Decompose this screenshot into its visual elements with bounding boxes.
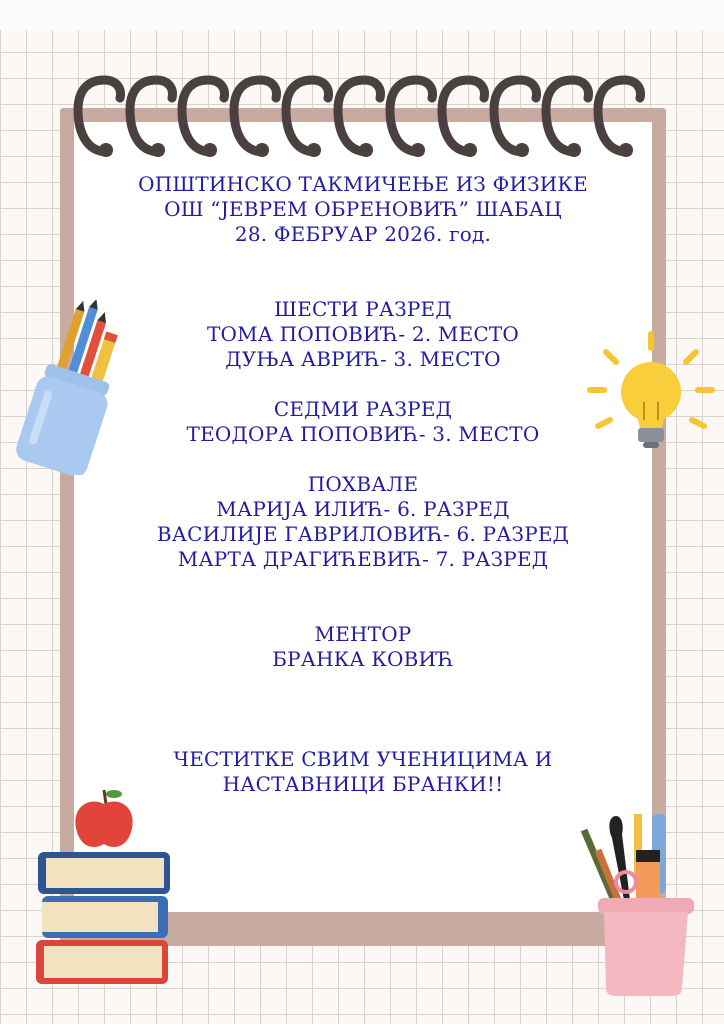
praise-line: МАРИЈА ИЛИЋ- 6. РАЗРЕД <box>216 497 510 521</box>
praise-line: МАРТА ДРАГИЋЕВИЋ- 7. РАЗРЕД <box>177 547 549 571</box>
spiral-ring-icon <box>338 80 380 152</box>
seventh-grade-block <box>74 397 652 447</box>
spiral-ring-icon <box>546 80 588 152</box>
section-title: СЕДМИ РАЗРЕД <box>273 397 453 421</box>
pen-cup-icon <box>574 810 704 1000</box>
mentor-block <box>74 622 652 672</box>
book-stack-icon <box>34 778 174 988</box>
congrats-line: ЧЕСТИТКЕ СВИМ УЧЕНИЦИМА И <box>173 747 553 771</box>
header-block <box>74 172 652 247</box>
torn-paper-top <box>0 0 724 30</box>
competition-date: 28. ФЕБРУАР 2026. год. <box>234 222 492 246</box>
announcement-text <box>74 172 652 822</box>
spiral-binding <box>70 70 650 180</box>
section-title: ПОХВАЛЕ <box>307 472 419 496</box>
spiral-ring-icon <box>182 80 224 152</box>
spiral-ring-icon <box>78 80 120 152</box>
spiral-ring-icon <box>442 80 484 152</box>
apple-icon <box>75 790 132 847</box>
praise-block <box>74 472 652 572</box>
school-name: ОШ “ЈЕВРЕМ ОБРЕНОВИЋ” ШАБАЦ <box>164 197 562 221</box>
mentor-name: БРАНКА КОВИЋ <box>272 647 454 671</box>
light-bulb-icon <box>586 330 716 460</box>
sixth-grade-block <box>74 297 652 372</box>
result-line: ТЕОДОРА ПОПОВИЋ- 3. МЕСТО <box>186 422 540 446</box>
praise-line: ВАСИЛИЈЕ ГАВРИЛОВИЋ- 6. РАЗРЕД <box>156 522 570 546</box>
spiral-ring-icon <box>286 80 328 152</box>
section-title: ШЕСТИ РАЗРЕД <box>274 297 452 321</box>
competition-title: ОПШТИНСКО ТАКМИЧЕЊЕ ИЗ ФИЗИКЕ <box>138 172 588 196</box>
spiral-ring-icon <box>234 80 276 152</box>
spiral-ring-icon <box>598 80 640 152</box>
congrats-line: НАСТАВНИЦИ БРАНКИ!! <box>222 772 504 796</box>
spiral-ring-icon <box>494 80 536 152</box>
section-title: МЕНТОР <box>314 622 412 646</box>
spiral-ring-icon <box>390 80 432 152</box>
spiral-ring-icon <box>130 80 172 152</box>
pencil-jar-icon <box>8 300 118 475</box>
result-line: ДУЊА АВРИЋ- 3. МЕСТО <box>225 347 501 371</box>
result-line: ТОМА ПОПОВИЋ- 2. МЕСТО <box>206 322 520 346</box>
